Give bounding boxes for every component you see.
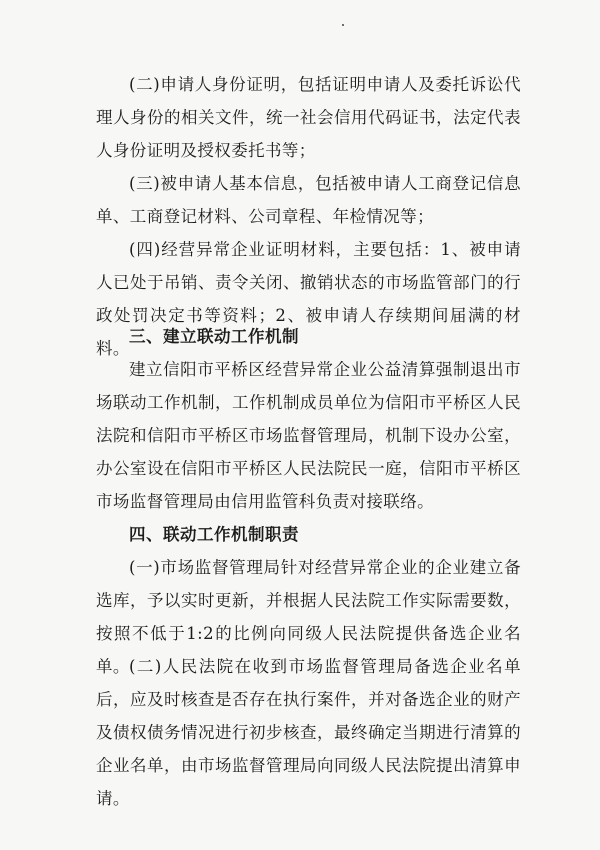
paragraph-applicant-identity: (二)申请人身份证明，包括证明申请人及委托诉讼代理人身份的相关文件，统一社会信用代码证书，法定代表人身份证明及授权委托书等； bbox=[96, 75, 521, 160]
scan-speck bbox=[342, 24, 344, 26]
paragraph-abnormal-enterprise-proof: (四)经营异常企业证明材料，主要包括：1、被申请人已处于吊销、责令关闭、撤销状态的市场监管部门的行政处罚决定书等资料；2、被申请人存续期间届满的材料。 bbox=[96, 240, 521, 358]
paragraph-court-duty: (二)人民法院在收到市场监督管理局备选企业名单后，应及时核查是否存在执行案件，并对备选企业的财产及债权债务情况进行初步核查，最终确定当期进行清算的企业名单，由市场监督管理局向同级人民法院提出清算申请。 bbox=[96, 657, 521, 808]
paragraph-respondent-info: (三)被申请人基本信息，包括被申请人工商登记信息单、工商登记材料、公司章程、年检情况等； bbox=[96, 174, 521, 226]
paragraph-mechanism: 建立信阳市平桥区经营异常企业公益清算强制退出市场联动工作机制，工作机制成员单位为信阳市平桥区人民法院和信阳市平桥区市场监督管理局，机制下设办公室，办公室设在信阳市平桥区人民法院民一庭，信阳市平桥区市场监督管理局由信用监管科负责对接联络。 bbox=[96, 360, 521, 511]
section-heading-3: 三、建立联动工作机制 bbox=[129, 327, 299, 346]
paragraph-market-supervision-duty: (一)市场监督管理局针对经营异常企业的企业建立备选库，予以实时更新，并根据人民法院工作实际需要数，按照不低于1:2的比例向同级人民法院提供备选企业名单。 bbox=[96, 558, 521, 676]
section-heading-4: 四、联动工作机制职责 bbox=[129, 525, 299, 544]
